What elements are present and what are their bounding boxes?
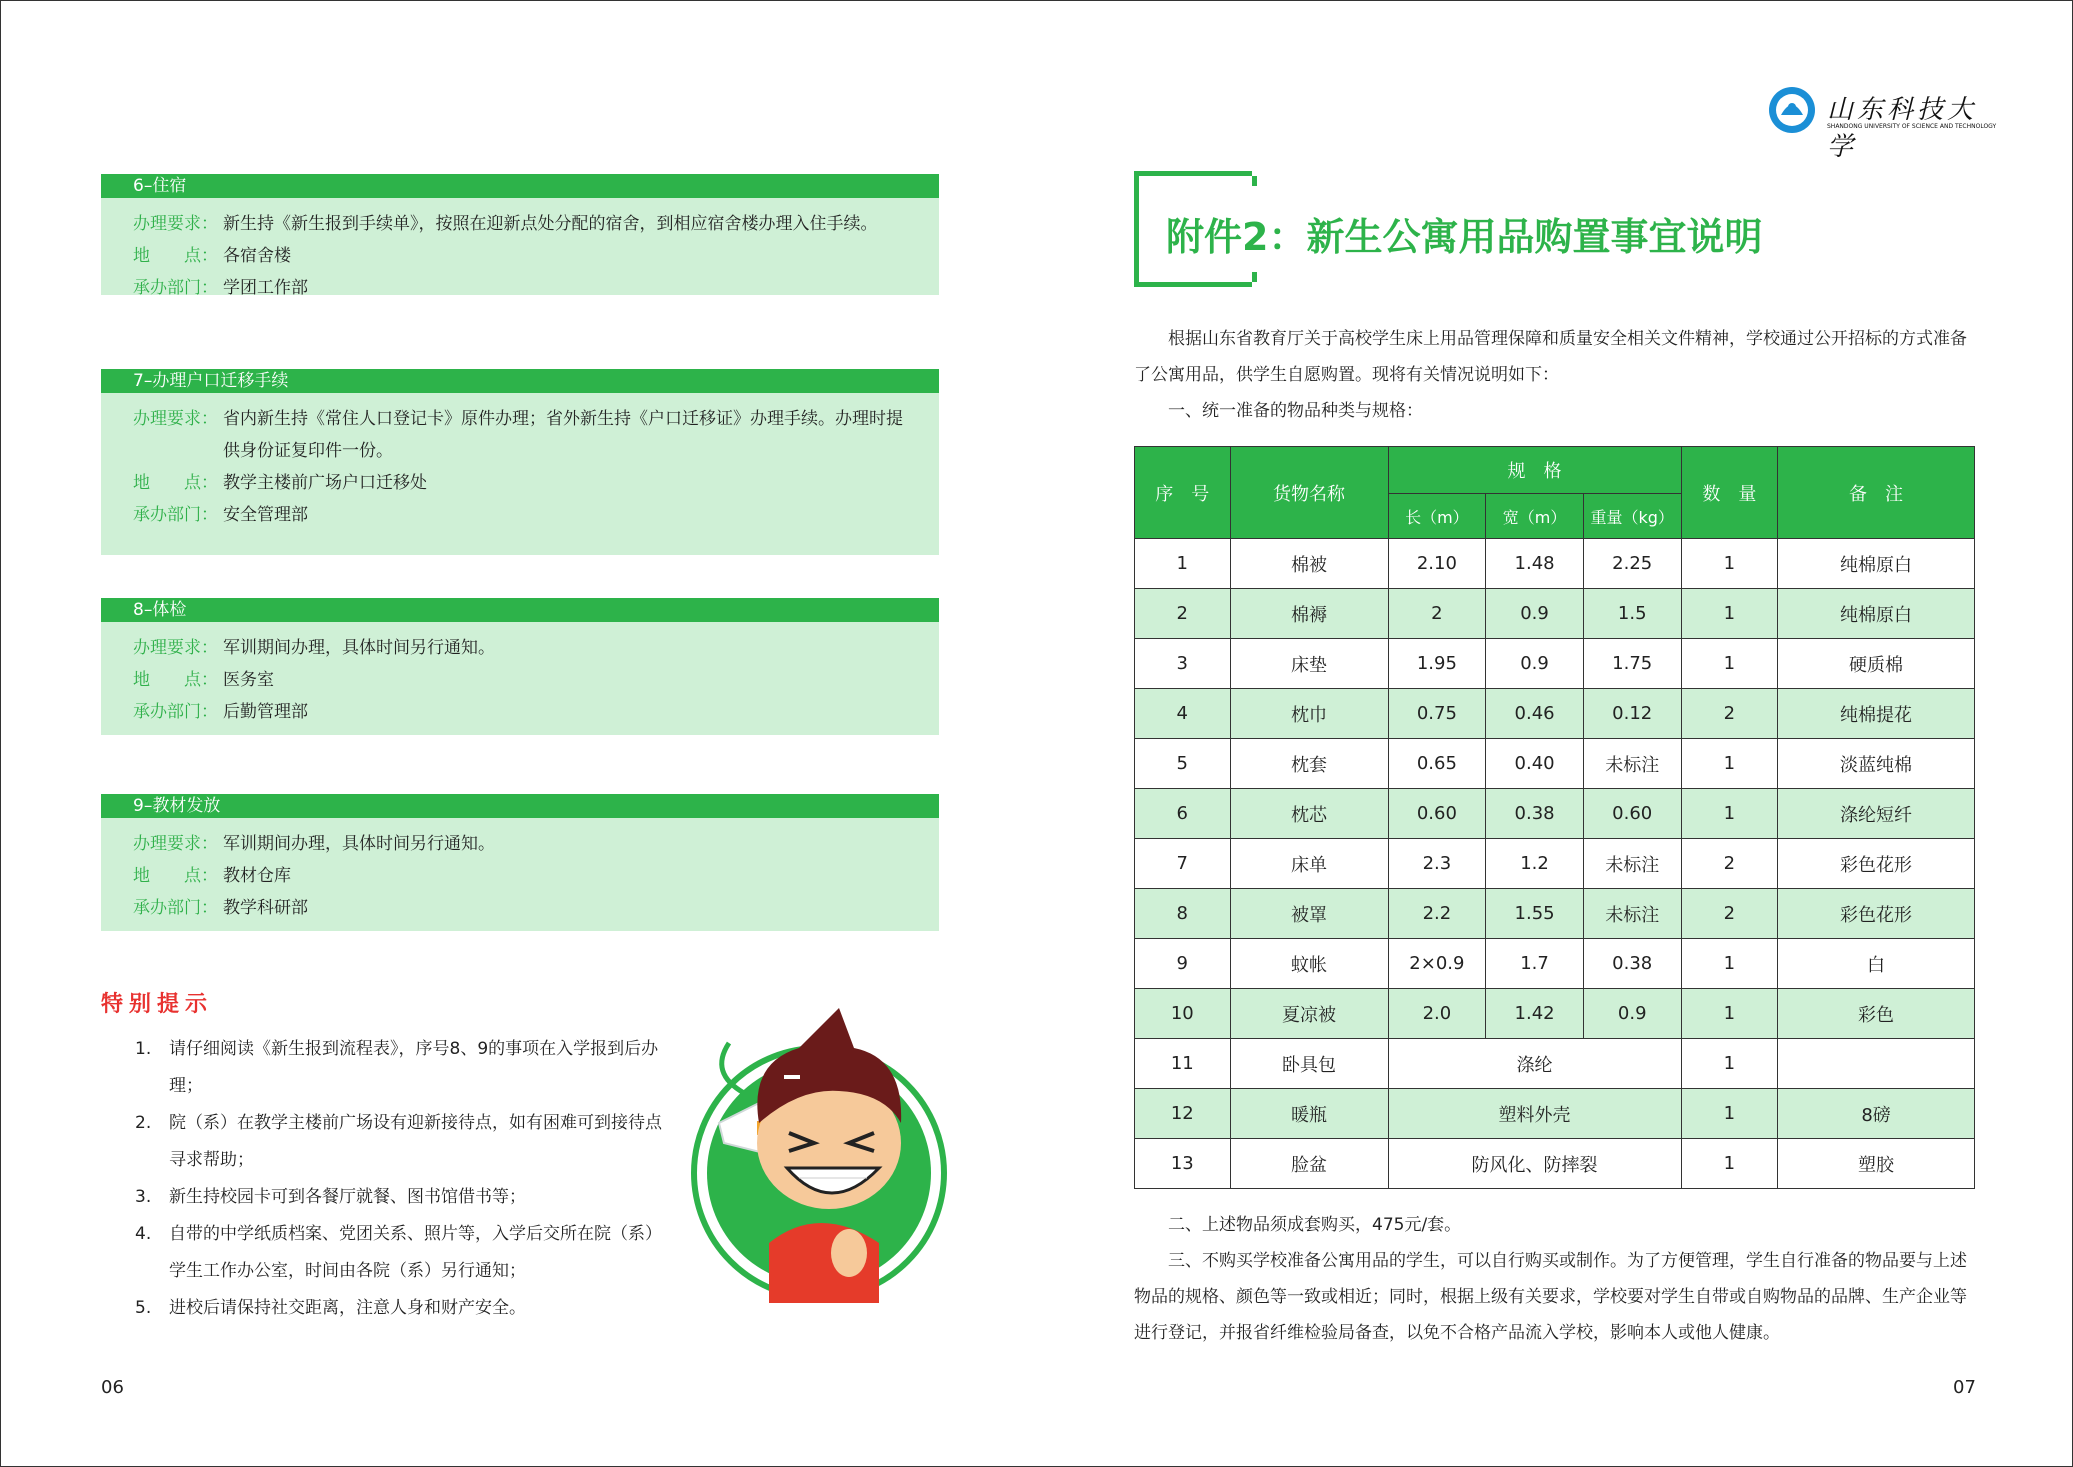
field-label: 办理要求：	[133, 214, 218, 234]
table-cell: 1	[1135, 539, 1231, 589]
table-cell: 0.9	[1486, 639, 1584, 689]
table-cell: 0.40	[1486, 739, 1584, 789]
table-cell: 脸盆	[1230, 1139, 1388, 1189]
field-value: 学团工作部	[223, 278, 308, 298]
list-number: 4.	[135, 1224, 152, 1244]
section-accommodation	[101, 174, 939, 298]
field-value: 省内新生持《常住人口登记卡》原件办理；省外新生持《户口迁移证》办理手续。办理时提供身份证复印件一份。	[223, 409, 903, 461]
header-weight: 重量（kg）	[1583, 494, 1681, 539]
table-cell: 1.55	[1486, 889, 1584, 939]
table-cell: 8	[1135, 889, 1231, 939]
page-number-right: 07	[1953, 1377, 1976, 1398]
field-value: 教学科研部	[223, 898, 308, 918]
table-cell: 7	[1135, 839, 1231, 889]
mascot-illustration	[689, 1003, 949, 1303]
table-row	[1135, 989, 1975, 1039]
header-width: 宽（m）	[1486, 494, 1584, 539]
table-cell: 纯棉提花	[1778, 689, 1975, 739]
table-cell: 1.42	[1486, 989, 1584, 1039]
list-item	[135, 1179, 675, 1216]
table-cell: 1.5	[1583, 589, 1681, 639]
table-cell: 11	[1135, 1039, 1231, 1089]
table-cell: 棉褥	[1230, 589, 1388, 639]
table-cell: 1	[1681, 789, 1778, 839]
table-cell: 2	[1135, 589, 1231, 639]
table-row	[1135, 1139, 1975, 1189]
special-tips-title: 特别提示	[101, 992, 214, 1017]
table-cell: 淡蓝纯棉	[1778, 739, 1975, 789]
item-1-heading: 一、统一准备的物品种类与规格：	[1168, 401, 1423, 421]
table-cell: 白	[1778, 939, 1975, 989]
table-cell: 0.12	[1583, 689, 1681, 739]
table-cell: 3	[1135, 639, 1231, 689]
table-row	[1135, 939, 1975, 989]
table-row	[1135, 889, 1975, 939]
table-cell: 13	[1135, 1139, 1231, 1189]
table-cell: 2.25	[1583, 539, 1681, 589]
intro-paragraph: 根据山东省教育厅关于高校学生床上用品管理保障和质量安全相关文件精神，学校通过公开招标的方式准备了公寓用品，供学生自愿购置。现将有关情况说明如下：	[1134, 329, 1967, 385]
table-cell: 1	[1681, 1089, 1778, 1139]
section-household-transfer	[101, 369, 939, 555]
list-item	[135, 1290, 675, 1327]
field-label: 地 点：	[133, 670, 218, 690]
field-label: 办理要求：	[133, 638, 218, 658]
table-cell: 塑胶	[1778, 1139, 1975, 1189]
table-cell: 1.2	[1486, 839, 1584, 889]
item-3: 三、不购买学校准备公寓用品的学生，可以自行购买或制作。为了方便管理，学生自行准备的物品要与上述物品的规格、颜色等一致或相近；同时，根据上级有关要求，学校要对学生自带或自购物品的品牌、生产企业等进行登记，并报省纤维检验局备查，以免不合格产品流入学校，影响本人或他人健康。	[1134, 1251, 1967, 1343]
table-cell: 0.60	[1388, 789, 1486, 839]
table-cell: 彩色花形	[1778, 839, 1975, 889]
header-qty: 数 量	[1681, 447, 1778, 539]
field-label: 承办部门：	[133, 505, 218, 525]
table-cell: 1.75	[1583, 639, 1681, 689]
table-cell: 12	[1135, 1089, 1231, 1139]
logo-subtitle: SHANDONG UNIVERSITY OF SCIENCE AND TECHNOLOGY	[1827, 123, 1997, 130]
table-cell: 防风化、防摔裂	[1388, 1139, 1681, 1189]
field-value: 军训期间办理，具体时间另行通知。	[223, 638, 495, 658]
table-cell: 蚊帐	[1230, 939, 1388, 989]
table-cell: 2.0	[1388, 989, 1486, 1039]
table-row	[1135, 539, 1975, 589]
section-textbooks	[101, 794, 939, 931]
header-spec: 规 格	[1388, 447, 1681, 494]
table-cell: 5	[1135, 739, 1231, 789]
table-cell: 1	[1681, 1139, 1778, 1189]
list-text: 新生持校园卡可到各餐厅就餐、图书馆借书等；	[169, 1187, 526, 1207]
section-title: 9–教材发放	[101, 794, 939, 818]
table-cell: 未标注	[1583, 839, 1681, 889]
list-number: 2.	[135, 1113, 152, 1133]
table-cell: 涤纶	[1388, 1039, 1681, 1089]
section-title: 7–办理户口迁移手续	[101, 369, 939, 393]
table-cell: 纯棉原白	[1778, 589, 1975, 639]
table-cell: 8磅	[1778, 1089, 1975, 1139]
table-cell: 0.60	[1583, 789, 1681, 839]
section-title: 6–住宿	[101, 174, 939, 198]
page-number-left: 06	[101, 1377, 124, 1398]
table-row	[1135, 589, 1975, 639]
table-cell: 1	[1681, 739, 1778, 789]
table-cell: 0.46	[1486, 689, 1584, 739]
list-number: 5.	[135, 1298, 152, 1318]
table-cell: 1	[1681, 639, 1778, 689]
list-text: 请仔细阅读《新生报到流程表》，序号8、9的事项在入学报到后办理；	[169, 1039, 659, 1096]
list-number: 1.	[135, 1039, 152, 1059]
table-cell: 0.9	[1583, 989, 1681, 1039]
table-cell: 10	[1135, 989, 1231, 1039]
field-label: 承办部门：	[133, 702, 218, 722]
field-label: 地 点：	[133, 473, 218, 493]
tips-list	[135, 1031, 675, 1327]
table-cell: 9	[1135, 939, 1231, 989]
table-cell: 2.3	[1388, 839, 1486, 889]
table-cell: 枕巾	[1230, 689, 1388, 739]
table-cell: 彩色花形	[1778, 889, 1975, 939]
field-value: 军训期间办理，具体时间另行通知。	[223, 834, 495, 854]
header-length: 长（m）	[1388, 494, 1486, 539]
field-value: 安全管理部	[223, 505, 308, 525]
table-cell: 1	[1681, 939, 1778, 989]
list-text: 进校后请保持社交距离，注意人身和财产安全。	[169, 1298, 526, 1318]
field-value: 医务室	[223, 670, 274, 690]
specification-table	[1134, 446, 1975, 1189]
table-row	[1135, 639, 1975, 689]
university-logo	[1767, 85, 1997, 162]
field-label: 承办部门：	[133, 278, 218, 298]
table-cell: 床单	[1230, 839, 1388, 889]
table-cell: 枕芯	[1230, 789, 1388, 839]
table-cell: 1	[1681, 539, 1778, 589]
table-cell: 卧具包	[1230, 1039, 1388, 1089]
section-health-check	[101, 598, 939, 735]
table-cell: 暖瓶	[1230, 1089, 1388, 1139]
table-cell: 床垫	[1230, 639, 1388, 689]
field-value: 各宿舍楼	[223, 246, 291, 266]
field-label: 承办部门：	[133, 898, 218, 918]
table-cell: 1	[1681, 589, 1778, 639]
table-cell: 2.10	[1388, 539, 1486, 589]
table-cell: 0.75	[1388, 689, 1486, 739]
table-cell: 6	[1135, 789, 1231, 839]
table-cell: 塑料外壳	[1388, 1089, 1681, 1139]
table-row	[1135, 1039, 1975, 1089]
table-body	[1135, 539, 1975, 1189]
table-cell: 0.9	[1486, 589, 1584, 639]
table-row	[1135, 789, 1975, 839]
table-cell: 1.48	[1486, 539, 1584, 589]
table-cell: 1.7	[1486, 939, 1584, 989]
field-value: 教学主楼前广场户口迁移处	[223, 473, 427, 493]
table-row	[1135, 839, 1975, 889]
table-cell: 2.2	[1388, 889, 1486, 939]
table-cell: 2	[1388, 589, 1486, 639]
table-cell: 0.38	[1486, 789, 1584, 839]
list-text: 自带的中学纸质档案、党团关系、照片等，入学后交所在院（系）学生工作办公室，时间由各院（系）另行通知；	[169, 1224, 662, 1281]
table-cell: 纯棉原白	[1778, 539, 1975, 589]
header-note: 备 注	[1778, 447, 1975, 539]
list-text: 院（系）在教学主楼前广场设有迎新接待点，如有困难可到接待点寻求帮助；	[169, 1113, 662, 1170]
table-row	[1135, 1089, 1975, 1139]
table-cell: 枕套	[1230, 739, 1388, 789]
header-no: 序 号	[1135, 447, 1231, 539]
table-cell: 被罩	[1230, 889, 1388, 939]
list-number: 3.	[135, 1187, 152, 1207]
table-cell: 未标注	[1583, 739, 1681, 789]
field-label: 地 点：	[133, 246, 218, 266]
header-name: 货物名称	[1230, 447, 1388, 539]
table-cell: 2	[1681, 689, 1778, 739]
page-title: 附件2：新生公寓用品购置事宜说明	[1166, 215, 1763, 259]
table-cell: 4	[1135, 689, 1231, 739]
logo-text: 山东科技大学	[1827, 95, 1978, 162]
section-title: 8–体检	[101, 598, 939, 622]
table-cell: 2×0.9	[1388, 939, 1486, 989]
table-cell: 夏凉被	[1230, 989, 1388, 1039]
field-label: 办理要求：	[133, 834, 218, 854]
field-label: 地 点：	[133, 866, 218, 886]
field-label: 办理要求：	[133, 409, 218, 429]
table-cell: 1	[1681, 1039, 1778, 1089]
table-cell: 彩色	[1778, 989, 1975, 1039]
list-item	[135, 1105, 675, 1179]
table-cell: 0.65	[1388, 739, 1486, 789]
table-cell	[1778, 1039, 1975, 1089]
table-cell: 棉被	[1230, 539, 1388, 589]
list-item	[135, 1031, 675, 1105]
table-cell: 涤纶短纤	[1778, 789, 1975, 839]
university-emblem-icon	[1767, 85, 1817, 135]
field-value: 后勤管理部	[223, 702, 308, 722]
table-cell: 硬质棉	[1778, 639, 1975, 689]
table-cell: 2	[1681, 889, 1778, 939]
table-row	[1135, 739, 1975, 789]
table-cell: 1.95	[1388, 639, 1486, 689]
table-cell: 0.38	[1583, 939, 1681, 989]
table-cell: 2	[1681, 839, 1778, 889]
field-value: 新生持《新生报到手续单》，按照在迎新点处分配的宿舍，到相应宿舍楼办理入住手续。	[223, 214, 878, 234]
table-cell: 未标注	[1583, 889, 1681, 939]
list-item	[135, 1216, 675, 1290]
item-2: 二、上述物品须成套购买，475元/套。	[1168, 1215, 1462, 1235]
table-row	[1135, 689, 1975, 739]
field-value: 教材仓库	[223, 866, 291, 886]
table-cell: 1	[1681, 989, 1778, 1039]
